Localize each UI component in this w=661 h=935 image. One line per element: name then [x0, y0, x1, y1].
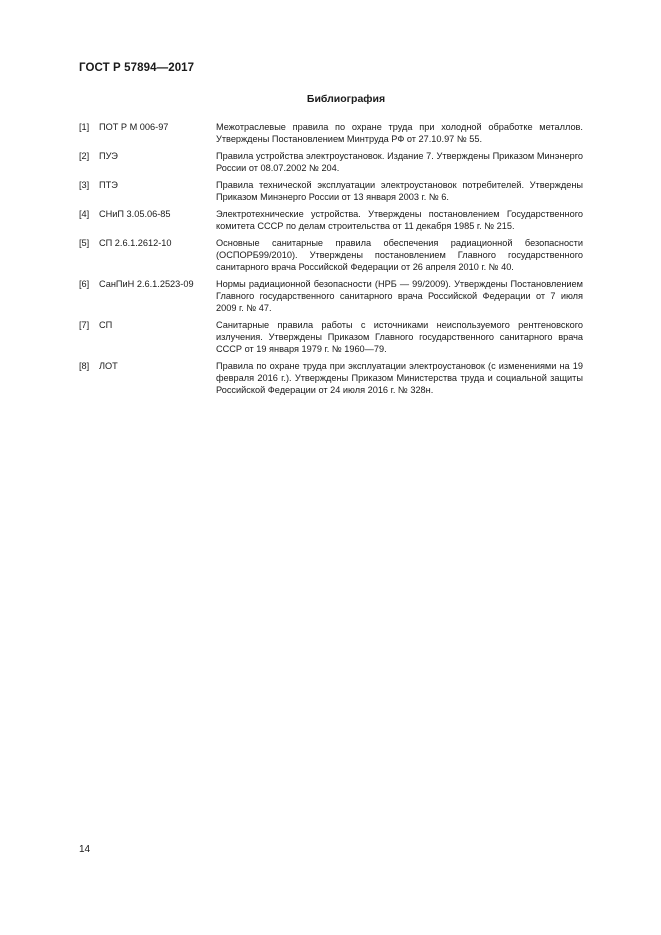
entry-description: Основные санитарные правила обеспечения радиационной безопасности (ОСПОРБ99/2010). Утверждены постановлением Главного государственного санитарного врача Российской Федерации от 26 апреля 2010 г. № 40.: [216, 238, 583, 272]
entry-description: Правила технической эксплуатации электроустановок потребителей. Утверждены Приказом Минэнерго России от 13 января 2003 г. № 6.: [216, 180, 583, 202]
bibliography-title: Библиография: [306, 93, 386, 105]
page-number: 14: [79, 844, 91, 855]
entry-number: [5]: [79, 238, 90, 248]
entry-document-code: СанПиН 2.6.1.2523-09: [99, 279, 194, 289]
bibliography-list: [79, 121, 583, 401]
bibliography-entry: [79, 237, 583, 273]
entry-document-code: ПУЭ: [99, 151, 118, 161]
entry-number: [2]: [79, 151, 90, 161]
bibliography-entry: [79, 208, 583, 232]
entry-description: Санитарные правила работы с источниками неиспользуемого рентгеновского излучения. Утверждены Приказом Главного государственного санитарного врача СССР от 19 января 1979 г. № 1960—79.: [216, 320, 583, 354]
entry-document-code: СП: [99, 320, 113, 330]
entry-description: Нормы радиационной безопасности (НРБ — 99/2009). Утверждены Постановлением Главного государственного санитарного врача Российской Федерации от 7 июля 2009 г. № 47.: [216, 279, 583, 313]
entry-document-code: ПОТ Р М 006-97: [99, 122, 169, 132]
entry-document-code: ПТЭ: [99, 180, 118, 190]
bibliography-entry: [79, 179, 583, 203]
page-header-standard-id: ГОСТ Р 57894—2017: [79, 62, 195, 74]
entry-document-code: СНиП 3.05.06-85: [99, 209, 171, 219]
entry-document-code: ЛОТ: [99, 361, 118, 371]
entry-number: [6]: [79, 279, 90, 289]
entry-number: [3]: [79, 180, 90, 190]
bibliography-entry: [79, 150, 583, 174]
entry-document-code: СП 2.6.1.2612-10: [99, 238, 172, 248]
bibliography-entry: [79, 360, 583, 396]
entry-description: Электротехнические устройства. Утверждены постановлением Государственного комитета СССР по делам строительства от 11 декабря 1985 г. № 215.: [216, 209, 583, 231]
entry-number: [1]: [79, 122, 90, 132]
bibliography-entry: [79, 319, 583, 355]
entry-description: Правила устройства электроустановок. Издание 7. Утверждены Приказом Минэнерго России от 08.07.2002 № 204.: [216, 151, 583, 173]
entry-number: [4]: [79, 209, 90, 219]
bibliography-entry: [79, 121, 583, 145]
entry-description: Межотраслевые правила по охране труда при холодной обработке металлов. Утверждены Постановлением Минтруда РФ от 27.10.97 № 55.: [216, 122, 583, 144]
entry-number: [8]: [79, 361, 90, 371]
entry-description: Правила по охране труда при эксплуатации электроустановок (с изменениями на 19 февраля 2016 г.). Утверждены Приказом Министерства труда и социальной защиты Российской Федерации от 24 июля 2016 г. № 328н.: [216, 361, 583, 395]
entry-number: [7]: [79, 320, 90, 330]
bibliography-entry: [79, 278, 583, 314]
